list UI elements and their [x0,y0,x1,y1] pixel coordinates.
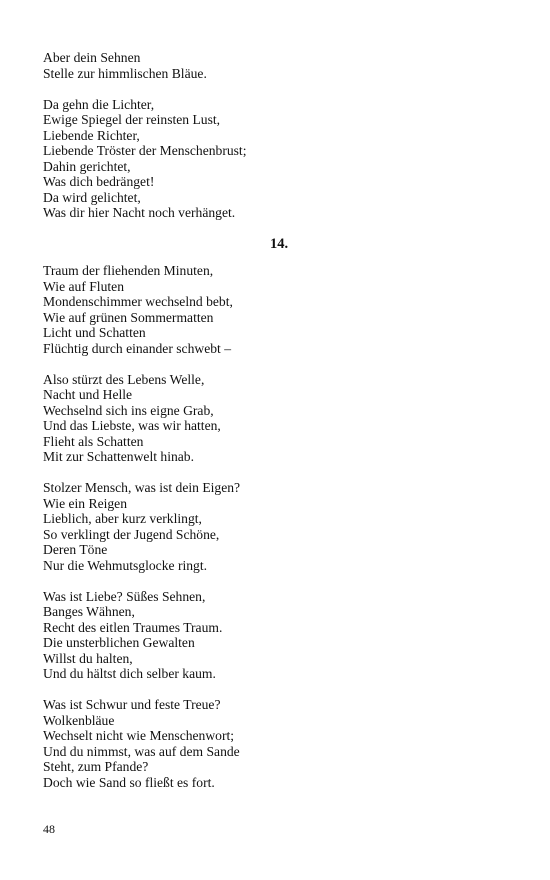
verse-line: Flüchtig durch einander schwebt – [43,340,231,356]
verse-line: So verklingt der Jugend Schöne, [43,526,220,542]
verse-line: Nur die Wehmutsglocke ringt. [43,557,208,573]
verse-line: Wolkenbläue [43,712,115,728]
verse-line: Wie ein Reigen [43,495,128,511]
verse-line: Banges Wähnen, [43,604,135,619]
verse-line: Dahin gerichtet, [43,158,131,174]
verse-line: Willst du halten, [43,650,133,666]
stanza [43,480,513,573]
verse-line: Da wird gelichtet, [43,189,141,205]
verse-line: Mondenschimmer wechselnd bebt, [43,294,233,309]
verse-line: Mit zur Schattenwelt hinab. [43,449,195,464]
verse-line: Und du hältst dich selber kaum. [43,666,216,681]
stanza [43,50,513,81]
poem-text [43,50,513,806]
verse-line: Die unsterblichen Gewalten [43,635,195,650]
verse-line: Wechselt nicht wie Menschenwort; [43,728,235,743]
verse-line: Und das Liebste, was wir hatten, [43,418,221,433]
verse-line: Wie auf Fluten [43,278,124,294]
verse-line: Traum der fliehenden Minuten, [43,263,214,278]
stanza [43,372,513,465]
stanza [43,697,513,790]
verse-line: Was ist Schwur und feste Treue? [43,697,221,712]
verse-line: Da gehn die Lichter, [43,96,155,112]
verse-line: Stelle zur himmlischen Bläue. [43,65,207,81]
poem-section [43,263,513,790]
page-number: 48 [43,822,55,836]
poem-continuation [43,50,513,221]
verse-line: Und du nimmst, was auf dem Sande [43,743,240,759]
stanza [43,263,513,356]
stanza [43,589,513,682]
verse-line: Was ist Liebe? Süßes Sehnen, [43,588,206,604]
verse-line: Stolzer Mensch, was ist dein Eigen? [43,480,241,495]
verse-line: Flieht als Schatten [43,433,144,449]
verse-line: Doch wie Sand so fließt es fort. [43,774,215,790]
verse-line: Ewige Spiegel der reinsten Lust, [43,112,221,127]
verse-line: Deren Töne [43,542,108,557]
verse-line: Recht des eitlen Traumes Traum. [43,619,223,635]
verse-line: Liebende Tröster der Menschenbrust; [43,143,247,158]
verse-line: Lieblich, aber kurz verklingt, [43,511,202,526]
section-heading: 14. [269,236,289,252]
verse-line: Steht, zum Pfande? [43,759,149,774]
verse-line: Nacht und Helle [43,387,133,402]
verse-line: Aber dein Sehnen [43,50,141,65]
verse-line: Was dir hier Nacht noch verhänget. [43,205,236,220]
verse-line: Liebende Richter, [43,127,140,143]
verse-line: Was dich bedränget! [43,174,155,189]
verse-line: Wie auf grünen Sommermatten [43,309,214,325]
stanza [43,97,513,221]
verse-line: Also stürzt des Lebens Welle, [43,371,205,387]
verse-line: Wechselnd sich ins eigne Grab, [43,402,214,418]
verse-line: Licht und Schatten [43,325,146,340]
